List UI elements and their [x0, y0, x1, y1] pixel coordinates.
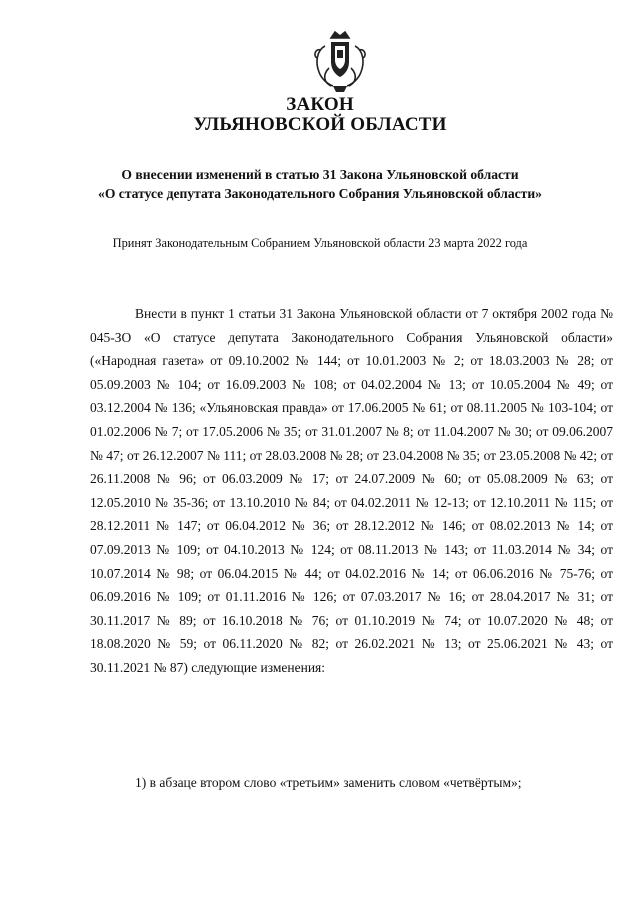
coat-of-arms-icon: [311, 28, 369, 94]
adoption-note: Принят Законодательным Собранием Ульяновской области 23 марта 2022 года: [112, 236, 528, 250]
subject-line1: О внесении изменений в статью 31 Закона Ульяновской области: [121, 167, 519, 182]
law-title-line2: УЛЬЯНОВСКОЙ ОБЛАСТИ: [193, 114, 447, 135]
list-item: 1) в абзаце втором слово «третьим» заменить словом «четвёртым»;: [135, 775, 522, 790]
law-title-line1: ЗАКОН: [286, 94, 354, 115]
main-paragraph: Внести в пункт 1 статьи 31 Закона Ульяновской области от 7 октября 2002 года № 045-ЗО «О статусе депутата Законодательного Собрания Ульяновской области» («Народная газета» от 09.10.2002 № 144; от 10.01.2003 № 2; от 18.03.2003 № 28; от 05.09.2003 № 104; от 16.09.2003 № 108; от 04.02.2004 № 13; от 10.05.2004 № 49; от 03.12.2004 № 136; «Ульяновская правда» от 17.06.2005 № 61; от 08.11.2005 № 103-104; от 01.02.2006 № 7; от 17.05.2006 № 35; от 31.01.2007 № 8; от 11.04.2007 № 30; от 09.06.2007 № 47; от 26.12.2007 № 111; от 28.03.2008 № 28; от 23.04.2008 № 35; от 23.05.2008 № 42; от 26.11.2008 № 96; от 06.03.2009 № 17; от 24.07.2009 № 60; от 05.08.2009 № 63; от 12.05.2010 № 35-36; от 13.10.2010 № 84; от 04.02.2011 № 12-13; от 12.10.2011 № 115; от 28.12.2011 № 147; от 06.04.2012 № 36; от 28.12.2012 № 146; от 08.02.2013 № 14; от 07.09.2013 № 109; от 04.10.2013 № 124; от 08.11.2013 № 143; от 11.03.2014 № 34; от 10.07.2014 № 98; от 06.04.2015 № 44; от 04.02.2016 № 14; от 06.06.2016 № 75-76; от 06.09.2016 № 109; от 01.11.2016 № 126; от 07.03.2017 № 16; от 28.04.2017 № 31; от 30.11.2017 № 89; от 16.10.2018 № 76; от 01.10.2019 № 74; от 10.07.2020 № 48; от 18.08.2020 № 59; от 06.11.2020 № 82; от 26.02.2021 № 13; от 25.06.2021 № 43; от 30.11.2021 № 87) следующие изменения:: [90, 306, 613, 675]
subject-line2: «О статусе депутата Законодательного Собрания Ульяновской области»: [98, 186, 542, 201]
